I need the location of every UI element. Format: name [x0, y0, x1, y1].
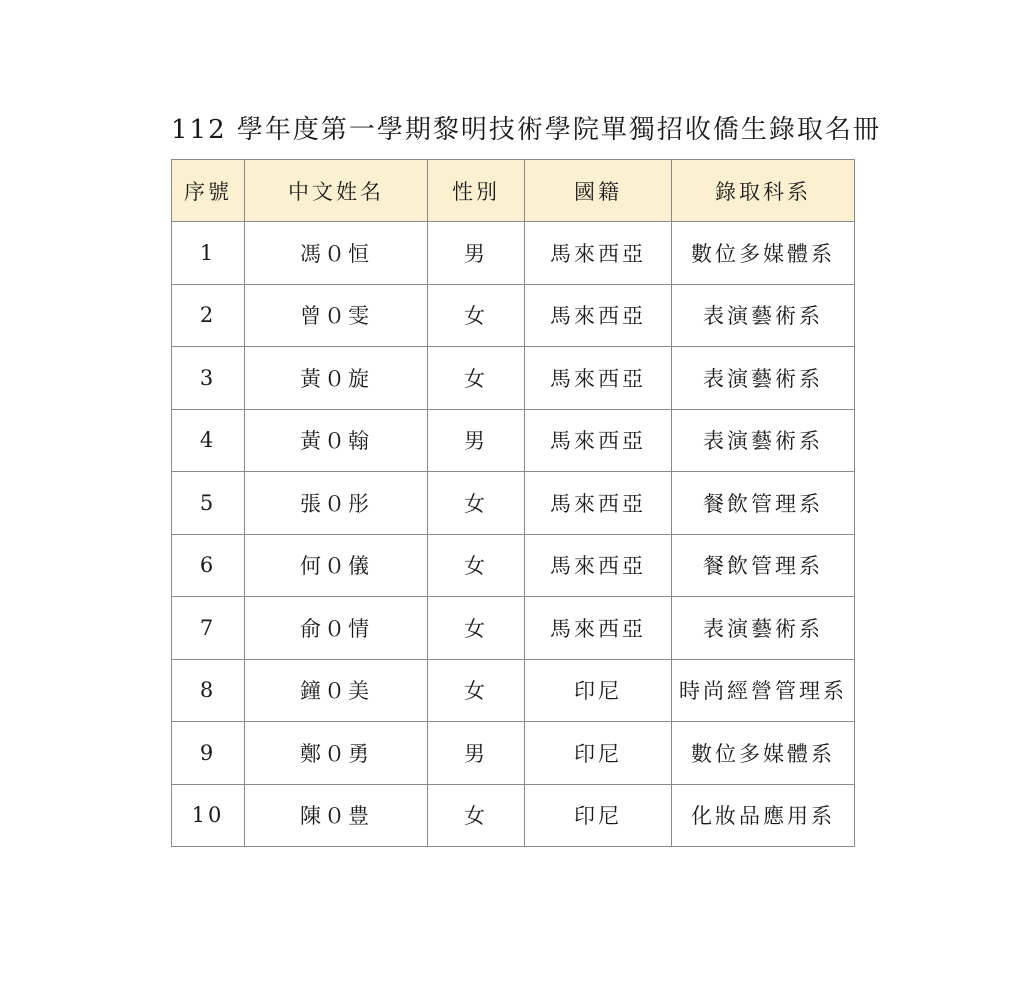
page-title: 112 學年度第一學期黎明技術學院單獨招收僑生錄取名冊	[171, 115, 881, 145]
cell-chinese-name: 陳０豊	[245, 784, 428, 847]
cell-nationality: 馬來西亞	[525, 534, 672, 597]
cell-chinese-name: 鐘０美	[245, 659, 428, 722]
cell-serial-number: 2	[172, 284, 245, 347]
cell-gender: 男	[428, 722, 525, 785]
table-header-row	[172, 160, 855, 222]
cell-nationality: 馬來西亞	[525, 472, 672, 535]
table-row	[172, 222, 855, 285]
cell-chinese-name: 俞０情	[245, 597, 428, 660]
cell-nationality: 馬來西亞	[525, 284, 672, 347]
cell-chinese-name: 張０彤	[245, 472, 428, 535]
table-row	[172, 722, 855, 785]
cell-department: 化妝品應用系	[672, 784, 855, 847]
cell-serial-number: 9	[172, 722, 245, 785]
cell-chinese-name: 黃０旋	[245, 347, 428, 410]
cell-department: 餐飲管理系	[672, 534, 855, 597]
cell-gender: 女	[428, 597, 525, 660]
cell-serial-number: 7	[172, 597, 245, 660]
admission-table	[171, 159, 855, 847]
cell-department: 數位多媒體系	[672, 722, 855, 785]
cell-department: 餐飲管理系	[672, 472, 855, 535]
table-row	[172, 347, 855, 410]
header-chinese-name: 中文姓名	[245, 160, 428, 222]
cell-gender: 女	[428, 472, 525, 535]
cell-department: 數位多媒體系	[672, 222, 855, 285]
cell-chinese-name: 曾０雯	[245, 284, 428, 347]
table-row	[172, 784, 855, 847]
cell-department: 表演藝術系	[672, 409, 855, 472]
table-row	[172, 534, 855, 597]
cell-department: 表演藝術系	[672, 284, 855, 347]
cell-chinese-name: 馮０恒	[245, 222, 428, 285]
cell-serial-number: 10	[172, 784, 245, 847]
cell-gender: 女	[428, 284, 525, 347]
cell-gender: 女	[428, 534, 525, 597]
cell-serial-number: 4	[172, 409, 245, 472]
table-row	[172, 597, 855, 660]
cell-nationality: 印尼	[525, 659, 672, 722]
cell-nationality: 印尼	[525, 722, 672, 785]
cell-gender: 女	[428, 347, 525, 410]
cell-serial-number: 3	[172, 347, 245, 410]
cell-department: 時尚經營管理系	[672, 659, 855, 722]
cell-serial-number: 8	[172, 659, 245, 722]
cell-gender: 女	[428, 784, 525, 847]
header-nationality: 國籍	[525, 160, 672, 222]
cell-chinese-name: 黃０翰	[245, 409, 428, 472]
header-gender: 性別	[428, 160, 525, 222]
cell-gender: 男	[428, 222, 525, 285]
cell-nationality: 印尼	[525, 784, 672, 847]
cell-gender: 男	[428, 409, 525, 472]
cell-chinese-name: 鄭０勇	[245, 722, 428, 785]
cell-nationality: 馬來西亞	[525, 347, 672, 410]
header-admitted-department: 錄取科系	[672, 160, 855, 222]
cell-nationality: 馬來西亞	[525, 409, 672, 472]
table-row	[172, 659, 855, 722]
header-serial-number: 序號	[172, 160, 245, 222]
cell-serial-number: 5	[172, 472, 245, 535]
cell-department: 表演藝術系	[672, 597, 855, 660]
cell-serial-number: 6	[172, 534, 245, 597]
table-row	[172, 284, 855, 347]
cell-nationality: 馬來西亞	[525, 597, 672, 660]
cell-department: 表演藝術系	[672, 347, 855, 410]
cell-gender: 女	[428, 659, 525, 722]
table-row	[172, 409, 855, 472]
table-row	[172, 472, 855, 535]
cell-chinese-name: 何０儀	[245, 534, 428, 597]
cell-nationality: 馬來西亞	[525, 222, 672, 285]
cell-serial-number: 1	[172, 222, 245, 285]
